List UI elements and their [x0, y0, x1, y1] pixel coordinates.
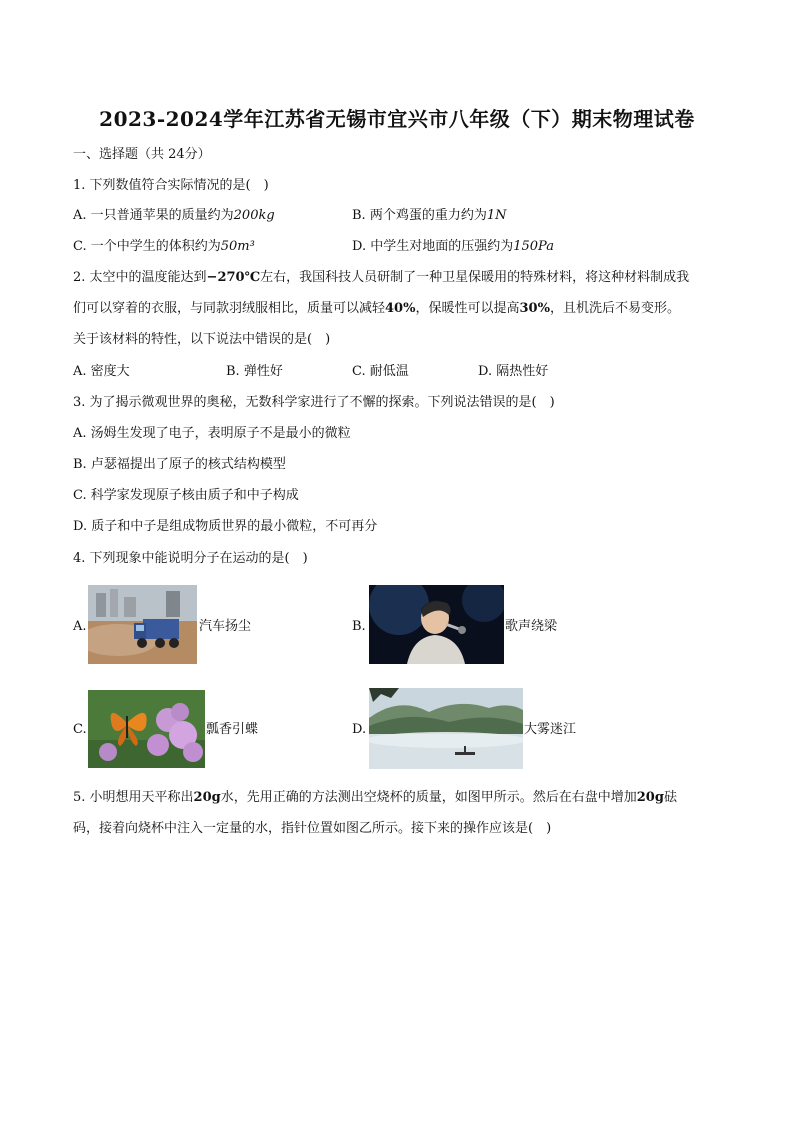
- question-2-line-1: [73, 269, 689, 287]
- q2-text: ，且机洗后不易变形。: [549, 301, 680, 316]
- q5-text: 5. 小明想用天平称出: [73, 790, 194, 805]
- q5-mass: 20g: [636, 790, 664, 805]
- q1-option-a-value: 200kg: [233, 208, 275, 223]
- q3-option-b[interactable]: B. 卢瑟福提出了原子的核式结构模型: [73, 457, 286, 472]
- q4-option-b-letter[interactable]: B.: [352, 619, 366, 634]
- q2-option-c[interactable]: C. 耐低温: [352, 364, 409, 379]
- q2-option-d[interactable]: D. 隔热性好: [478, 364, 549, 379]
- q3-option-c[interactable]: C. 科学家发现原子核由质子和中子构成: [73, 488, 299, 503]
- question-2-line-3: 关于该材料的特性，以下说法中错误的是( ): [73, 332, 331, 347]
- q1-option-a[interactable]: [73, 207, 275, 225]
- q1-option-d-value: 150Pa: [513, 239, 554, 254]
- question-5-line-1: [73, 789, 677, 807]
- q2-percent: 30%: [519, 301, 550, 316]
- q2-temperature: −270℃: [206, 270, 261, 285]
- q1-option-c-value: 50m³: [220, 239, 255, 254]
- q1-option-b[interactable]: [352, 207, 506, 225]
- q5-text: 水，先用正确的方法测出空烧杯的质量，如图甲所示。然后在右盘中增加: [220, 790, 637, 805]
- q4-option-c-caption: 瓢香引蝶: [206, 722, 259, 737]
- q4-option-a-letter[interactable]: A.: [73, 619, 87, 634]
- q5-mass: 20g: [193, 790, 221, 805]
- q2-text: ，保暖性可以提高: [415, 301, 520, 316]
- question-4-stem: 4. 下列现象中能说明分子在运动的是( ): [73, 551, 308, 566]
- section-heading: 一、选择题（共 24分）: [73, 147, 211, 162]
- q1-option-c[interactable]: [73, 238, 255, 256]
- q4-option-d-letter[interactable]: D.: [352, 722, 367, 737]
- q1-option-b-value: 1N: [486, 208, 507, 223]
- q3-option-d[interactable]: D. 质子和中子是组成物质世界的最小微粒，不可再分: [73, 519, 378, 534]
- q2-text: 左右，我国科技人员研制了一种卫星保暖用的特殊材料，将这种材料制成我: [260, 270, 690, 285]
- q4-option-b-caption: 歌声绕梁: [505, 619, 558, 634]
- q2-text: 2. 太空中的温度能达到: [73, 270, 207, 285]
- q2-option-b[interactable]: B. 弹性好: [226, 364, 283, 379]
- q3-option-a[interactable]: A. 汤姆生发现了电子，表明原子不是最小的微粒: [73, 426, 351, 441]
- q4-option-d-caption: 大雾迷江: [524, 722, 577, 737]
- q4-option-a-caption: 汽车扬尘: [199, 619, 252, 634]
- q2-text: 们可以穿着的衣服，与同款羽绒服相比，质量可以减轻: [73, 301, 386, 316]
- question-1-stem: 1. 下列数值符合实际情况的是( ): [73, 178, 269, 193]
- butterfly-flowers-image: [88, 690, 205, 768]
- question-2-line-2: [73, 300, 680, 318]
- page-title: 2023-2024学年江苏省无锡市宜兴市八年级（下）期末物理试卷: [99, 107, 695, 131]
- question-3-stem: 3. 为了揭示微观世界的奥秘，无数科学家进行了不懈的探索。下列说法错误的是( ): [73, 395, 555, 410]
- q1-option-b-text: B. 两个鸡蛋的重力约为: [352, 208, 487, 223]
- foggy-river-image: [369, 688, 523, 769]
- q1-option-a-text: A. 一只普通苹果的质量约为: [73, 208, 234, 223]
- q2-percent: 40%: [385, 301, 416, 316]
- q1-option-c-text: C. 一个中学生的体积约为: [73, 239, 221, 254]
- truck-dust-image: [88, 585, 197, 664]
- q5-text: 砝: [663, 790, 677, 805]
- q4-option-c-letter[interactable]: C.: [73, 722, 87, 737]
- singer-image: [369, 585, 504, 664]
- q1-option-d-text: D. 中学生对地面的压强约为: [352, 239, 514, 254]
- q1-option-d[interactable]: [352, 238, 554, 256]
- q2-option-a[interactable]: A. 密度大: [73, 364, 130, 379]
- question-5-line-2: 码，接着向烧杯中注入一定量的水，指针位置如图乙所示。接下来的操作应该是( ): [73, 821, 552, 836]
